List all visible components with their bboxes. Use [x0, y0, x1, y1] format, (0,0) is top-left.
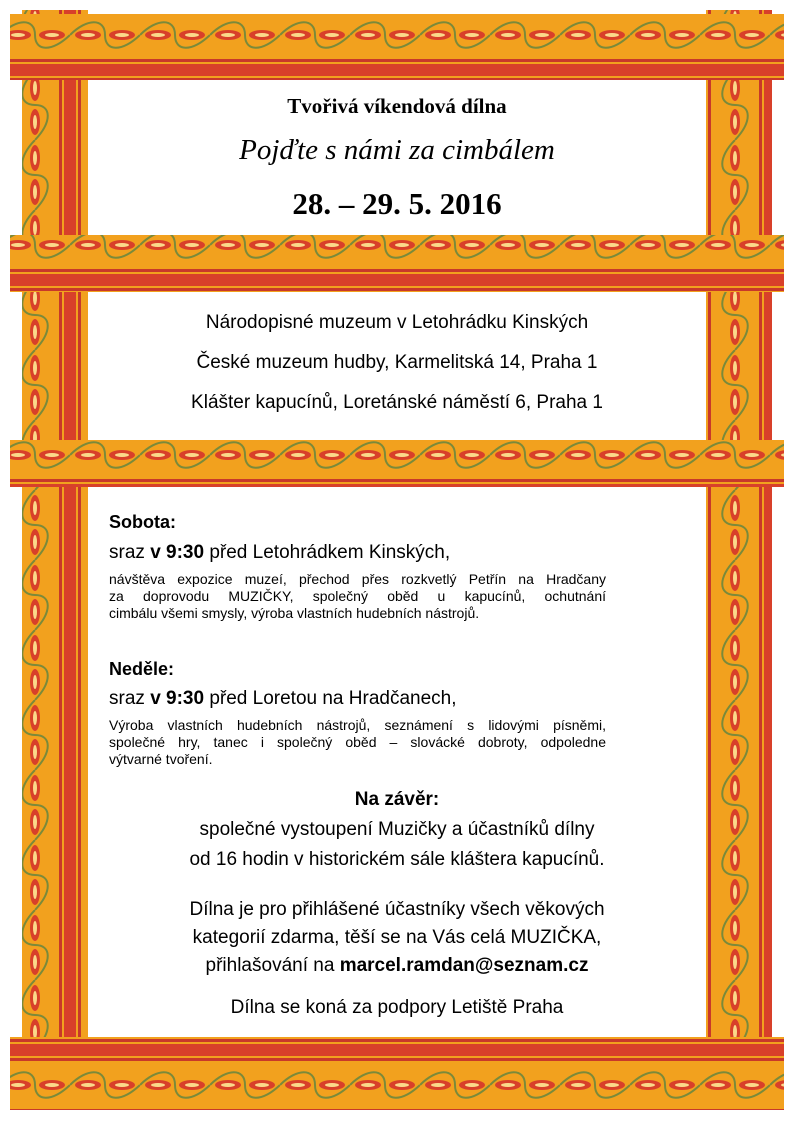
finale-heading: Na závěr: [354, 789, 440, 810]
sunday-description [109, 717, 606, 768]
saturday-meeting [109, 542, 450, 564]
sunday-meet-prefix: sraz [109, 688, 145, 709]
info-line-3 [88, 955, 706, 977]
saturday-desc-line: návštěva expozice muzeí, přechod přes rozkvetlý Petřín na Hradčany [109, 571, 606, 587]
workshop-dates: 28. – 29. 5. 2016 [292, 186, 502, 221]
finale-line-2: od 16 hodin v historickém sále kláštera kapucínů. [189, 849, 605, 870]
saturday-desc-line: cimbálu všemi smysly, výroba vlastních hudebních nástrojů. [109, 605, 480, 621]
sunday-meet-place: před Loretou na Hradčanech, [209, 688, 457, 709]
saturday-meet-place: před Letohrádkem Kinských, [209, 542, 451, 563]
sunday-desc-line: společné hry, tanec i společný oběd – slovácké dobroty, odpoledne [109, 734, 606, 750]
saturday-heading: Sobota: [109, 512, 176, 532]
venues-panel [88, 292, 706, 440]
header-panel [88, 80, 706, 235]
saturday-description [109, 571, 606, 622]
info-registration-prefix: přihlašování na [205, 955, 335, 976]
saturday-desc-line: za doprovodu MUZIČKY, společný oběd u kapucínů, ochutnání [109, 588, 606, 604]
sunday-meet-time: v 9:30 [150, 688, 205, 709]
saturday-meet-prefix: sraz [109, 542, 145, 563]
sunday-desc-line: výtvarné tvoření. [109, 751, 213, 767]
venue-2: České muzeum hudby, Karmelitská 14, Praha 1 [196, 352, 598, 373]
sunday-desc-line: Výroba vlastních hudebních nástrojů, seznámení s lidovými písněmi, [109, 717, 606, 733]
finale-line-1: společné vystoupení Muzičky a účastníků dílny [199, 819, 595, 840]
sunday-heading: Neděle: [109, 659, 175, 679]
sponsor-note: Dílna se koná za podpory Letiště Praha [230, 997, 564, 1018]
workshop-subtitle: Pojďte s námi za cimbálem [239, 134, 555, 166]
info-line-1: Dílna je pro přihlášené účastníky všech věkových [189, 899, 605, 920]
registration-email-link[interactable]: marcel.ramdan@seznam.cz [339, 955, 589, 976]
workshop-title: Tvořivá víkendová dílna [287, 94, 507, 118]
program-panel [88, 487, 706, 1037]
sunday-meeting [109, 688, 457, 710]
venue-1: Národopisné muzeum v Letohrádku Kinských [205, 312, 589, 333]
saturday-meet-time: v 9:30 [150, 542, 205, 563]
info-line-2: kategorií zdarma, těší se na Vás celá MUZIČKA, [192, 927, 602, 948]
venue-3: Klášter kapucínů, Loretánské náměstí 6, Praha 1 [191, 392, 603, 413]
